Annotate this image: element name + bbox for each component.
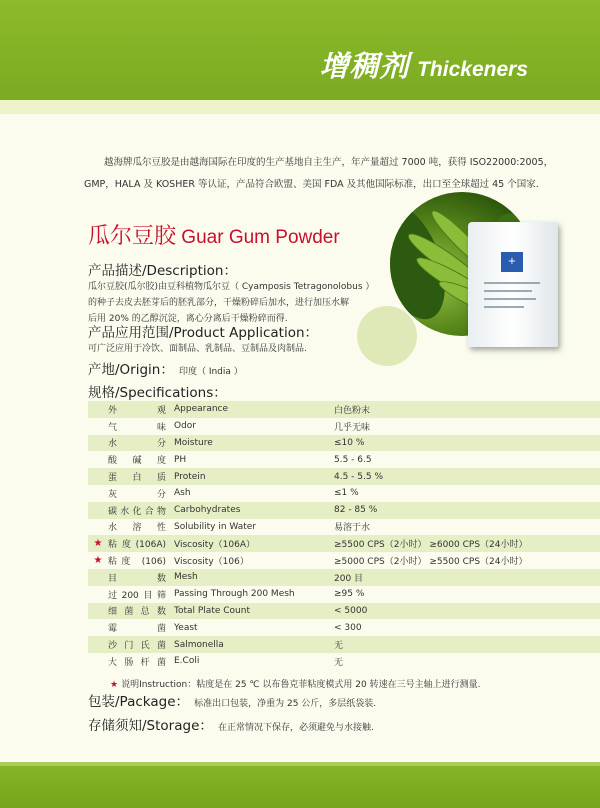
- spec-value: ≤10 %: [334, 435, 600, 452]
- star-icon: [88, 519, 108, 536]
- bag-logo: +: [501, 252, 523, 272]
- spec-name-zh: 水溶性: [108, 519, 170, 536]
- spec-row: [88, 535, 600, 552]
- spec-name-zh: 水分: [108, 435, 170, 452]
- spec-row: [88, 401, 600, 418]
- description-line: 的种子去皮去胚芽后的胚乳部分，干燥粉碎后加水，进行加压水解: [88, 298, 350, 308]
- spec-name-en: Moisture: [170, 435, 334, 452]
- bag-label-line: [484, 290, 532, 292]
- spec-name-zh: 过200目筛: [108, 586, 170, 603]
- star-icon: [88, 502, 108, 519]
- spec-row: [88, 569, 600, 586]
- page-title: [320, 44, 528, 85]
- star-icon: [88, 435, 108, 452]
- spec-row: [88, 636, 600, 653]
- spec-name-en: Ash: [170, 485, 334, 502]
- star-icon: [88, 418, 108, 435]
- viscosity-note: [110, 677, 480, 690]
- star-icon: [88, 603, 108, 620]
- star-icon: [88, 619, 108, 636]
- spec-name-zh: 粘度(106A): [108, 535, 170, 552]
- product-bag-image: [468, 222, 558, 347]
- spec-name-zh: 大肠杆菌: [108, 653, 170, 670]
- storage-text: 在正常情况下保存，必须避免与水接触.: [217, 723, 374, 733]
- origin-value: 印度（ India ）: [178, 367, 243, 377]
- spec-name-zh: 细菌总数: [108, 603, 170, 620]
- spec-value: 200 目: [334, 569, 600, 586]
- description-line: 瓜尔豆胶(瓜尔胶)由豆科植物瓜尔豆（ Cyamposis Tetragonolobus ）: [88, 282, 375, 292]
- package-text: 标准出口包装，净重为 25 公斤，多层纸袋装.: [194, 699, 377, 709]
- package-heading: 包装/Package：: [88, 694, 190, 710]
- spec-name-en: Odor: [170, 418, 334, 435]
- spec-value: 82 - 85 %: [334, 502, 600, 519]
- spec-value: ≥95 %: [334, 586, 600, 603]
- storage-heading: 存储须知/Storage：: [88, 718, 213, 734]
- spec-value: 4.5 - 5.5 %: [334, 468, 600, 485]
- star-icon: [88, 451, 108, 468]
- spec-name-en: PH: [170, 451, 334, 468]
- star-icon: [88, 401, 108, 418]
- star-icon: [88, 636, 108, 653]
- spec-name-zh: 目数: [108, 569, 170, 586]
- star-icon: [88, 485, 108, 502]
- star-icon: ★: [88, 552, 108, 569]
- spec-value: < 5000: [334, 603, 600, 620]
- spec-name-en: Mesh: [170, 569, 334, 586]
- spec-name-zh: 外观: [108, 401, 170, 418]
- intro-line-1: 越海牌瓜尔豆胶是由越海国际在印度的生产基地自主生产，年产量超过 7000 吨，获得 ISO22000:2005，: [104, 157, 554, 168]
- spec-name-zh: 霉菌: [108, 619, 170, 636]
- spec-name-en: Viscosity（106A）: [170, 535, 334, 552]
- spec-value: < 300: [334, 619, 600, 636]
- intro-line-2: GMP，HALA 及 KOSHER 等认证，产品符合欧盟、美国 FDA 及其他国际标准，出口至全球超过 45 个国家.: [84, 179, 539, 190]
- origin-section: [88, 358, 243, 380]
- star-icon: [88, 468, 108, 485]
- page-title-en: Thickeners: [417, 58, 528, 81]
- footer-shine: [0, 762, 600, 766]
- spec-row: [88, 485, 600, 502]
- origin-heading: 产地/Origin：: [88, 362, 174, 378]
- star-icon: ★: [110, 680, 119, 690]
- specifications-section: [88, 381, 227, 401]
- spec-value: ≥5000 CPS（2小时） ≥5500 CPS（24小时）: [334, 552, 600, 569]
- application-heading: 产品应用范围/Product Application：: [88, 325, 319, 341]
- spec-value: ≥5500 CPS（2小时） ≥6000 CPS（24小时）: [334, 535, 600, 552]
- star-icon: [88, 569, 108, 586]
- spec-name-en: Appearance: [170, 401, 334, 418]
- spec-value: 白色粉末: [334, 401, 600, 418]
- spec-value: 无: [334, 653, 600, 670]
- spec-name-en: E.Coli: [170, 653, 334, 670]
- description-heading: 产品描述/Description：: [88, 263, 237, 279]
- product-title: [88, 219, 340, 250]
- spec-name-en: Viscosity（106）: [170, 552, 334, 569]
- footer-band: [0, 762, 600, 808]
- bag-label-line: [484, 282, 540, 284]
- spec-row: [88, 519, 600, 536]
- spec-row: [88, 603, 600, 620]
- spec-name-zh: 酸碱度: [108, 451, 170, 468]
- spec-name-zh: 沙门氏菌: [108, 636, 170, 653]
- intro-paragraph: [84, 152, 554, 196]
- spec-name-en: Yeast: [170, 619, 334, 636]
- spec-name-zh: 粘度 (106): [108, 552, 170, 569]
- spec-value: ≤1 %: [334, 485, 600, 502]
- spec-name-zh: 气味: [108, 418, 170, 435]
- bag-label-line: [484, 306, 524, 308]
- description-section: [88, 259, 374, 327]
- spec-row: [88, 468, 600, 485]
- spec-value: 5.5 - 6.5: [334, 451, 600, 468]
- spec-name-zh: 碳水化合物: [108, 502, 170, 519]
- note-text: 说明Instruction：粘度是在 25 ℃ 以布鲁克菲粘度模式用 20 转速在三号主轴上进行测量.: [121, 680, 481, 690]
- star-icon: [88, 586, 108, 603]
- spec-name-zh: 蛋白质: [108, 468, 170, 485]
- header-shine: [0, 100, 600, 114]
- spec-name-en: Solubility in Water: [170, 519, 334, 536]
- spec-row: [88, 653, 600, 670]
- spec-row: [88, 619, 600, 636]
- application-section: [88, 321, 318, 357]
- spec-row: [88, 418, 600, 435]
- spec-name-en: Passing Through 200 Mesh: [170, 586, 334, 603]
- spec-name-en: Total Plate Count: [170, 603, 334, 620]
- description-line: 后用 20% 的乙醇沉淀，离心分离后干燥粉碎而得.: [88, 314, 288, 324]
- spec-value: 易溶于水: [334, 519, 600, 536]
- star-icon: [88, 653, 108, 670]
- spec-value: 无: [334, 636, 600, 653]
- spec-row: [88, 451, 600, 468]
- spec-row: [88, 552, 600, 569]
- spec-name-en: Salmonella: [170, 636, 334, 653]
- spec-row: [88, 502, 600, 519]
- specifications-heading: 规格/Specifications：: [88, 385, 227, 401]
- star-icon: ★: [88, 535, 108, 552]
- header-band: [0, 0, 600, 114]
- product-title-en: Guar Gum Powder: [176, 227, 340, 248]
- spec-name-en: Carbohydrates: [170, 502, 334, 519]
- application-text: 可广泛应用于冷饮、面制品、乳制品、豆制品及肉制品.: [88, 344, 307, 354]
- product-title-zh: 瓜尔豆胶: [88, 223, 177, 248]
- spec-name-zh: 灰分: [108, 485, 170, 502]
- specifications-table: [88, 401, 600, 670]
- spec-value: 几乎无味: [334, 418, 600, 435]
- package-section: [88, 690, 376, 712]
- storage-section: [88, 714, 374, 736]
- spec-row: [88, 435, 600, 452]
- bag-label-line: [484, 298, 536, 300]
- spec-name-en: Protein: [170, 468, 334, 485]
- page-title-zh: 增稠剂: [319, 49, 410, 83]
- spec-row: [88, 586, 600, 603]
